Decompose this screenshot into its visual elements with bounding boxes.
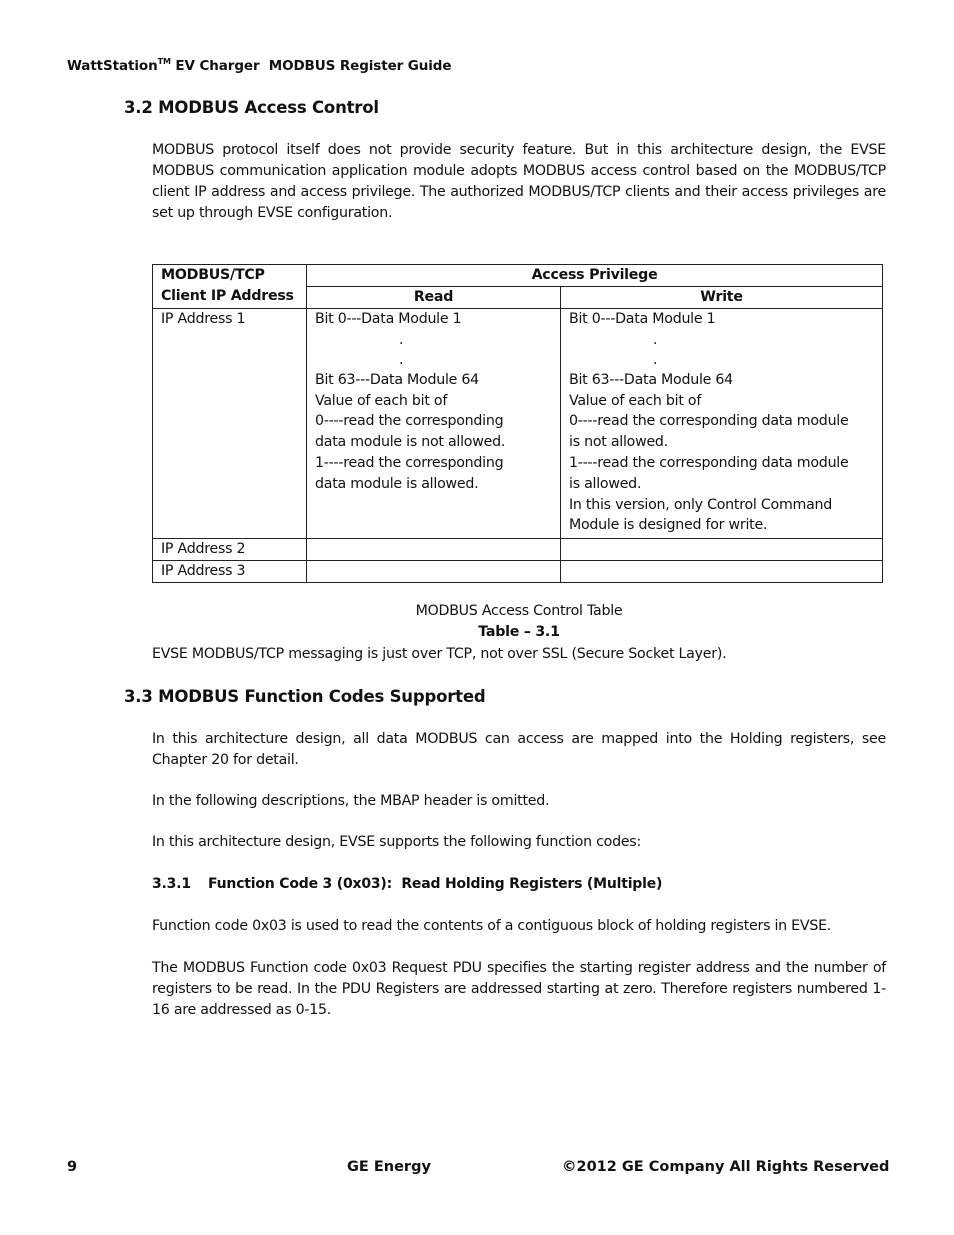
write-cell	[561, 539, 883, 561]
read-cell	[307, 560, 561, 582]
access-privilege-header: Access Privilege	[307, 265, 883, 287]
write-cell: Bit 0---Data Module 1 . . Bit 63---Data Module 64 Value of each bit of 0----read the corresponding data module is not allowed. 1----read the corresponding data module is allowed. In this version, only Control Command Module is designed for write.	[561, 309, 883, 539]
footer-company: GE Energy	[347, 1159, 431, 1175]
ip-cell: IP Address 3	[153, 560, 307, 582]
read-header: Read	[307, 287, 561, 309]
function-codes-paragraph-1: In this architecture design, all data MODBUS can access are mapped into the Holding registers, see Chapter 20 for detail.	[152, 731, 886, 768]
client-ip-header: MODBUS/TCP Client IP Address	[153, 265, 307, 309]
page-number: 9	[67, 1159, 78, 1175]
ip-cell: IP Address 1	[153, 309, 307, 539]
ip-cell: IP Address 2	[153, 539, 307, 561]
function-codes-paragraph-2: In the following descriptions, the MBAP header is omitted.	[152, 793, 550, 809]
write-cell	[561, 560, 883, 582]
function-code-3-paragraph-2: The MODBUS Function code 0x03 Request PDU specifies the starting register address and the number of registers to be read. In the PDU Registers are addressed starting at zero. Therefore registers numbered 1-16 are addressed as 0-15.	[152, 960, 886, 1018]
running-header: WattStation™ EV Charger MODBUS Register Guide	[67, 57, 452, 74]
ssl-note: EVSE MODBUS/TCP messaging is just over TCP, not over SSL (Secure Socket Layer).	[152, 646, 727, 662]
section-heading-3-3: 3.3 MODBUS Function Codes Supported	[124, 687, 486, 706]
section-heading-3-2: 3.2 MODBUS Access Control	[124, 98, 379, 117]
table-row	[153, 560, 883, 582]
access-control-paragraph: MODBUS protocol itself does not provide security feature. But in this architecture design, the EVSE MODBUS communication application module adopts MODBUS access control based on the MODBUS/TCP client IP address and access privilege. The authorized MODBUS/TCP clients and their access privileges are set up through EVSE configuration.	[152, 142, 886, 221]
read-cell: Bit 0---Data Module 1 . . Bit 63---Data Module 64 Value of each bit of 0----read the corresponding data module is not allowed. 1----read the corresponding data module is allowed.	[307, 309, 561, 539]
table-caption: MODBUS Access Control Table	[415, 603, 623, 619]
subsection-heading-3-3-1: 3.3.1 Function Code 3 (0x03): Read Holding Registers (Multiple)	[152, 876, 663, 892]
footer-copyright: ©2012 GE Company All Rights Reserved	[562, 1159, 890, 1175]
trademark-superscript: TM	[157, 57, 171, 66]
table-row	[153, 309, 883, 539]
write-header: Write	[561, 287, 883, 309]
table-number: Table – 3.1	[478, 624, 560, 640]
read-cell	[307, 539, 561, 561]
function-codes-paragraph-3: In this architecture design, EVSE supports the following function codes:	[152, 834, 641, 850]
function-code-3-paragraph-1: Function code 0x03 is used to read the contents of a contiguous block of holding registers in EVSE.	[152, 918, 832, 934]
table-row	[153, 539, 883, 561]
access-control-table	[152, 264, 883, 583]
